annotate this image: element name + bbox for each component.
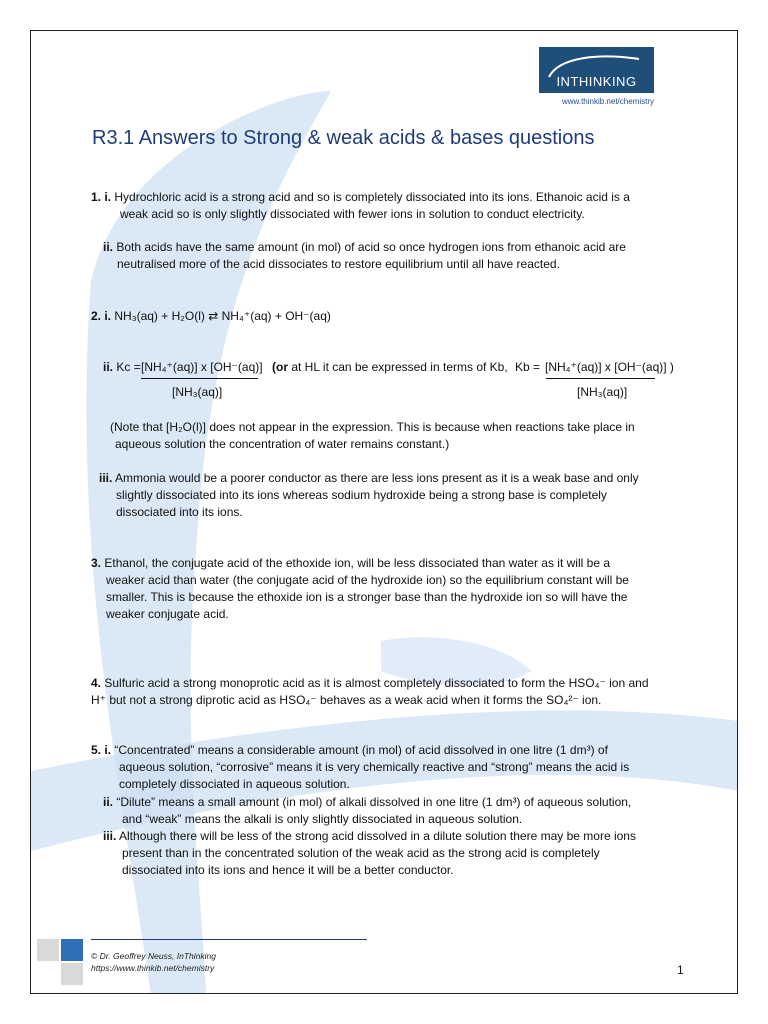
kc-denominator: [NH₃(aq)] <box>172 385 223 399</box>
q1-ii-line1: ii. Both acids have the same amount (in mol) of acid so once hydrogen ions from ethanoic acid are <box>103 240 626 254</box>
q2-iii-line2: slightly dissociated into its ions whereas sodium hydroxide being a strong base is completely <box>116 488 607 502</box>
q5-iii-line3: dissociated into its ions and hence it will be a better conductor. <box>122 863 454 877</box>
q1-ii-line2: neutralised more of the acid dissociates to restore equilibrium until all have reacted. <box>117 257 560 271</box>
footer-square-grey-2 <box>61 963 83 985</box>
kb-lhs: Kb = <box>515 360 541 374</box>
q3-line4: weaker conjugate acid. <box>106 607 229 621</box>
q2-i-line: 2. i. NH₃(aq) + H₂O(l) ⇄ NH₄⁺(aq) + OH⁻(aq) <box>91 309 331 323</box>
kc-fraction-bar <box>141 378 258 379</box>
q1-label: 1. i. <box>91 190 112 204</box>
q5-i-line3: completely dissociated in aqueous solution. <box>119 777 350 791</box>
q5-i-line2: aqueous solution, “corrosive” means it is very chemically reactive and “strong” means the acid is <box>119 760 630 774</box>
q3-line2: weaker acid than water (the conjugate acid of the hydroxide ion) so the equilibrium constant will be <box>106 573 629 587</box>
footer-square-grey-1 <box>37 939 59 961</box>
q2-ii-line: ii. Kc = <box>103 360 141 374</box>
q5-iii-line1: iii. Although there will be less of the strong acid dissolved in a dilute solution there may be more ions <box>103 829 636 843</box>
kb-numerator: [NH₄⁺(aq)] x [OH⁻(aq)] ) <box>545 360 674 374</box>
kb-denominator: [NH₃(aq)] <box>577 385 628 399</box>
q1-i-line1: 1. i. Hydrochloric acid is a strong acid and so is completely dissociated into its ions. Ethanoic acid is a <box>91 190 630 204</box>
q5-ii-line1: ii. “Dilute” means a small amount (in mol) of alkali dissolved in one litre (1 dm³) of aqueous solution, <box>103 795 632 809</box>
q3-line3: smaller. This is because the ethoxide ion is a stronger base than the hydroxide ion so will have the <box>106 590 628 604</box>
q5-iii-line2: present than in the concentrated solution of the weak acid as the strong acid is completely <box>122 846 600 860</box>
q2-note-line1: (Note that [H₂O(l)] does not appear in the expression. This is because when reactions take place in <box>110 420 635 434</box>
footer-author: © Dr. Geoffrey Neuss, InThinking <box>91 951 216 961</box>
page-title: R3.1 Answers to Strong & weak acids & bases questions <box>92 127 595 149</box>
q3-line1: 3. Ethanol, the conjugate acid of the ethoxide ion, will be less dissociated than water as it will be a <box>91 556 610 570</box>
footer-url[interactable]: https://www.thinkib.net/chemistry <box>91 963 215 973</box>
q2-note-line2: aqueous solution the concentration of water remains constant.) <box>115 437 450 451</box>
footer-rule <box>91 939 367 940</box>
kc-numerator: [NH₄⁺(aq)] x [OH⁻(aq)] <box>141 360 263 374</box>
q4-line2: H⁺ but not a strong diprotic acid as HSO₄⁻ behaves as a weak acid when it forms the SO₄²⁻ ion. <box>91 693 602 707</box>
inthinking-logo <box>539 47 654 93</box>
logo-url[interactable]: www.thinkib.net/chemistry <box>561 97 654 106</box>
q2-iii-line1: iii. Ammonia would be a poorer conductor as there are less ions present as it is a weak base and only <box>99 471 639 485</box>
q5-ii-line2: and “weak” means the alkali is only slightly dissociated in aqueous solution. <box>122 812 523 826</box>
q2-or-text: (or at HL it can be expressed in terms of Kb, <box>272 360 508 374</box>
q4-line1: 4. Sulfuric acid a strong monoprotic acid as it is almost completely dissociated to form the HSO₄⁻ ion and <box>91 676 649 690</box>
logo-text: INTHINKING <box>556 74 637 89</box>
kb-fraction-bar <box>546 378 655 379</box>
q5-i-line1: 5. i. “Concentrated” means a considerable amount (in mol) of acid dissolved in one litre (1 dm³) of <box>91 743 608 757</box>
footer-square-blue <box>61 939 83 961</box>
page-number: 1 <box>677 963 684 977</box>
document-page <box>30 30 738 994</box>
q1-i-line2: weak acid so is only slightly dissociated with fewer ions in solution to conduct electricity. <box>120 207 585 221</box>
q2-iii-line3: dissociated into its ions. <box>116 505 243 519</box>
